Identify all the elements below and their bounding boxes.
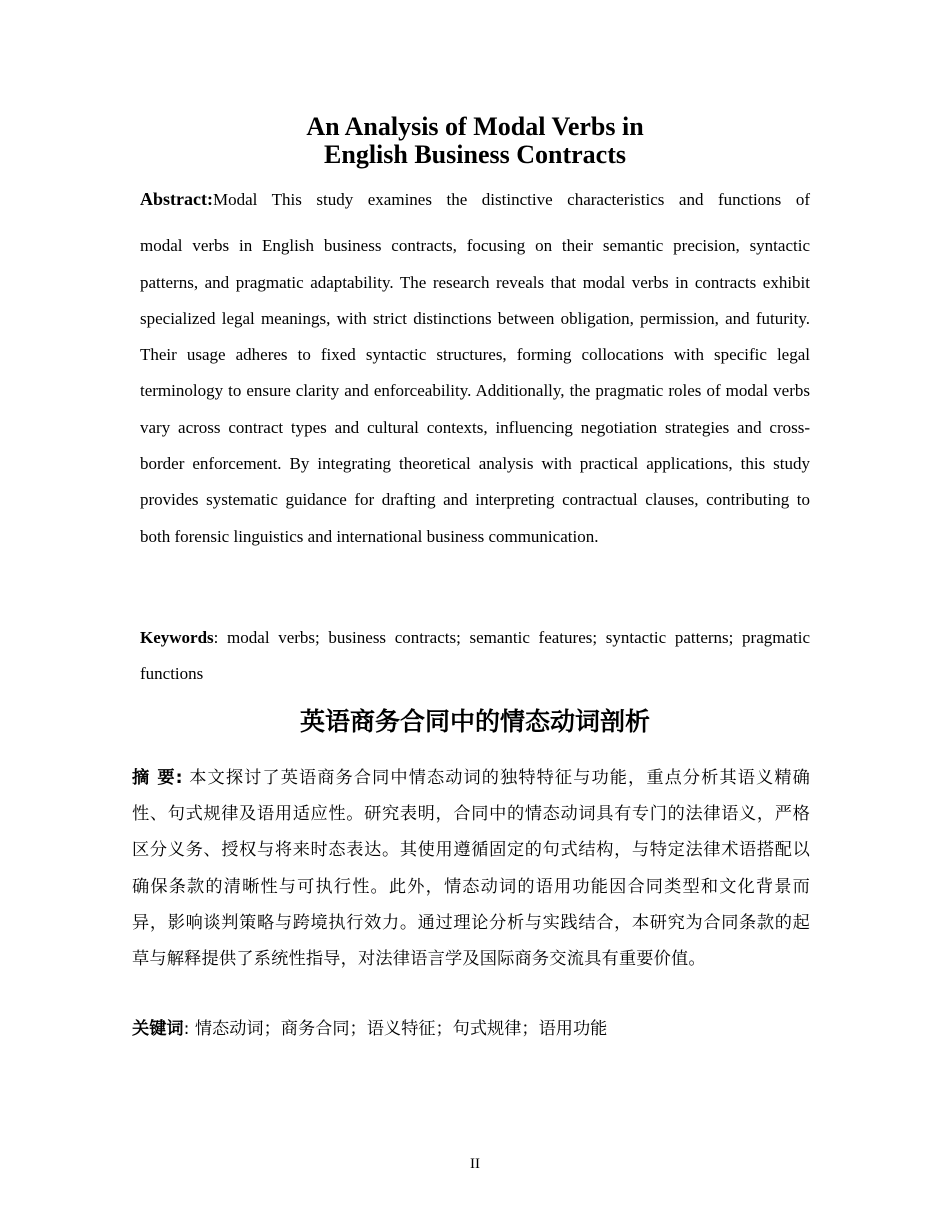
chinese-abstract-label: 摘 要: (132, 768, 183, 788)
english-title-line-1: An Analysis of Modal Verbs in (306, 112, 644, 141)
chinese-keywords-label: 关键词 (132, 1019, 184, 1039)
chinese-keywords-list: : 情态动词；商务合同；语义特征；句式规律；语用功能 (183, 1019, 608, 1039)
chinese-abstract (132, 760, 810, 977)
english-abstract-body: modal verbs in English business contracts, focusing on their semantic precision, syntactic patterns, and pragmatic adaptability. The research reveals that modal verbs in contracts exhibit specialized legal meanings, with strict distinctions between obligation, permission, and futurity. Their usage adheres to fixed syntactic structures, forming collocations with specific legal terminology to ensure clarity and enforceability. Additionally, the pragmatic roles of modal verbs vary across contract types and cultural contexts, influencing negotiation strategies and cross-border enforcement. By integrating theoretical analysis with practical applications, this study provides systematic guidance for drafting and interpreting contractual clauses, contributing to both forensic linguistics and international business communication. (140, 236, 810, 546)
chinese-keywords (132, 1011, 810, 1047)
english-abstract (140, 181, 810, 555)
english-keywords-label: Keywords (140, 628, 214, 647)
english-keywords-list: : modal verbs; business contracts; semantic features; syntactic patterns; pragmatic functions (140, 628, 810, 683)
chinese-abstract-body: 本文探讨了英语商务合同中情态动词的独特特征与功能，重点分析其语义精确性、句式规律及语用适应性。研究表明，合同中的情态动词具有专门的法律语义，严格区分义务、授权与将来时态表达。其使用遵循固定的句式结构，与特定法律术语搭配以确保条款的清晰性与可执行性。此外，情态动词的语用功能因合同类型和文化背景而异，影响谈判策略与跨境执行效力。通过理论分析与实践结合，本研究为合同条款的起草与解释提供了系统性指导，对法律语言学及国际商务交流具有重要价值。 (132, 768, 810, 970)
chinese-title: 英语商务合同中的情态动词剖析 (299, 707, 650, 736)
page-number: II (470, 1156, 480, 1172)
english-abstract-label: Abstract: (140, 189, 213, 209)
english-abstract-first-line (140, 181, 810, 218)
english-title (0, 113, 950, 169)
english-keywords (140, 620, 810, 692)
english-abstract-opening: Modal This study examines the distinctive characteristics and functions of (212, 190, 810, 209)
english-title-line-2: English Business Contracts (324, 140, 626, 169)
